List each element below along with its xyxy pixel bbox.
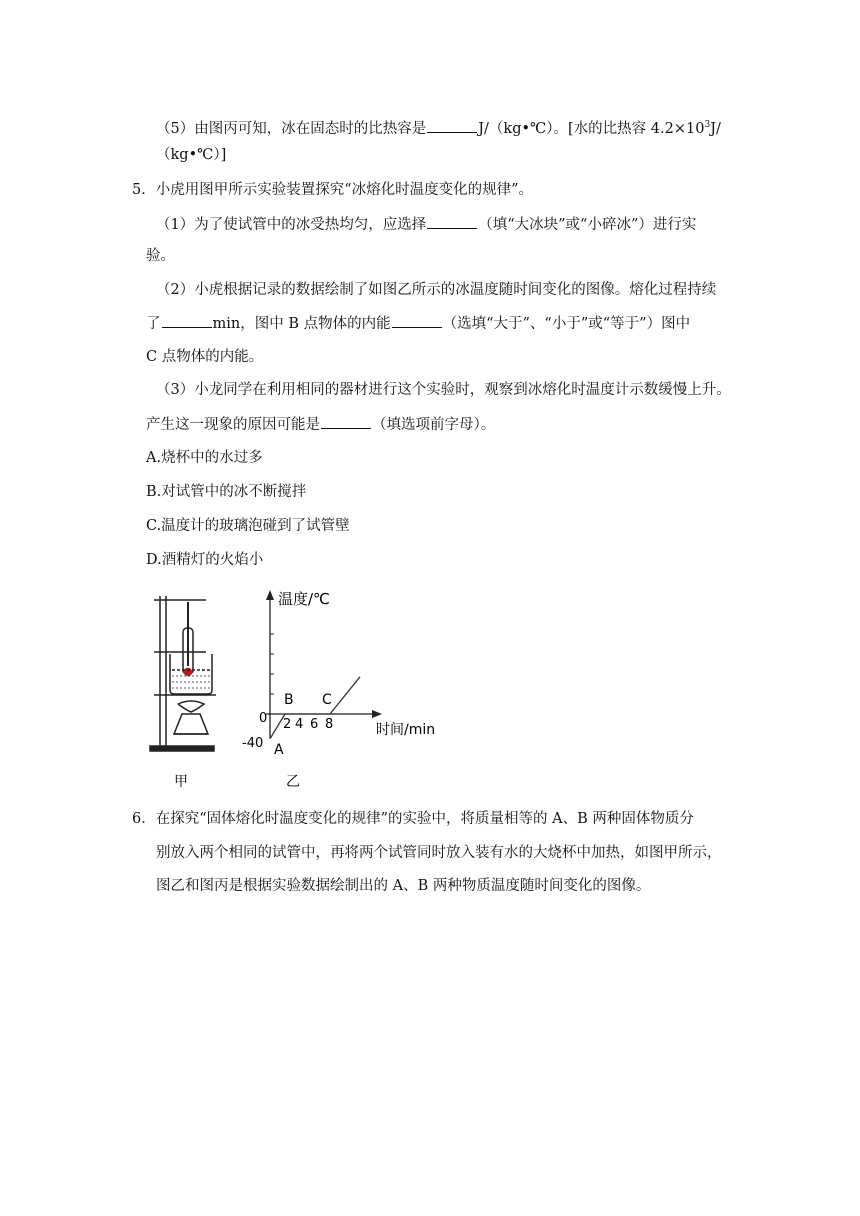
figure-label-jia: 甲: [174, 774, 188, 790]
answer-blank[interactable]: [162, 313, 212, 328]
answer-blank[interactable]: [427, 118, 477, 133]
point-a-label: A: [274, 742, 284, 758]
x-tick-label: 8: [325, 717, 334, 732]
option-d[interactable]: D.酒精灯的火焰小: [146, 552, 264, 568]
q5-part3-line1: （3）小龙同学在利用相同的器材进行这个实验时，观察到冰熔化时温度计示数缓慢上升。: [156, 382, 731, 398]
q6-line2: 别放入两个相同的试管中，再将两个试管同时放入装有水的大烧杯中加热，如图甲所示，: [156, 845, 722, 861]
q5-part2-text-b1: 了: [146, 316, 161, 332]
answer-blank[interactable]: [392, 313, 442, 328]
q5-part1-line1: [156, 214, 696, 235]
y-axis-arrow: [266, 590, 274, 600]
q5-part1-line2: 验。: [146, 248, 175, 264]
point-b-label: B: [284, 692, 294, 708]
point-c-label: C: [322, 692, 332, 708]
y-neg-label: -40: [242, 736, 264, 751]
q5-part3-line2: [146, 414, 495, 435]
q5-part1-text-a: （1）为了使试管中的冰受热均匀，应选择: [156, 217, 427, 233]
q5-part3-text-b2: （填选项前字母）。: [372, 417, 496, 433]
q6-line1: 6．在探究“固体熔化时温度变化的规律”的实验中，将质量相等的 A、B 两种固体物质分: [132, 811, 694, 827]
q5-part2-line1: （2）小虎根据记录的数据绘制了如图乙所示的冰温度随时间变化的图像。熔化过程持续: [156, 282, 717, 298]
q5-part2-line2: [146, 313, 690, 334]
q5-part2-text-b2: min，图中 B 点物体的内能: [212, 316, 391, 332]
q4-part5-text-b: J/（kg•℃）。[水的比热容 4.2×10: [478, 120, 705, 137]
option-c[interactable]: C.温度计的玻璃泡碰到了试管壁: [146, 518, 350, 534]
x-tick-label: 4: [295, 717, 304, 732]
alcohol-lamp: [174, 714, 208, 734]
x-axis-label: 时间/min: [376, 722, 436, 738]
figure-label-yi: 乙: [286, 774, 300, 790]
temperature-time-graph: [242, 590, 435, 758]
answer-blank[interactable]: [427, 214, 477, 229]
q4-part5-line2: （kg•℃）]: [156, 147, 227, 163]
x-tick-label: 2: [283, 717, 292, 732]
series-segment: [330, 677, 360, 714]
q4-part5-line1: [156, 115, 721, 139]
q4-part5-text-c: J/: [710, 120, 721, 137]
origin-label: 0: [259, 711, 268, 726]
option-a[interactable]: A.烧杯中的水过多: [146, 450, 263, 466]
q6-line3: 图乙和图丙是根据实验数据绘制出的 A、B 两种物质温度随时间变化的图像。: [156, 878, 651, 894]
q5-part2-line3: C 点物体的内能。: [146, 349, 264, 365]
q5-stem: 5．小虎用图甲所示实验装置探究“冰熔化时温度变化的规律”。: [132, 182, 534, 198]
apparatus-illustration: [150, 596, 216, 751]
flame: [178, 701, 204, 712]
q4-part5-text-a: （5）由图丙可知，冰在固态时的比热容是: [156, 120, 427, 137]
superscript: 3: [704, 120, 711, 130]
q5-part2-text-b3: （选填“大于”、“小于”或“等于”）图中: [442, 316, 691, 332]
answer-blank[interactable]: [321, 414, 371, 429]
stand-base: [150, 746, 214, 751]
x-axis-arrow: [372, 710, 382, 718]
q5-part3-text-b1: 产生这一现象的原因可能是: [146, 417, 320, 433]
q5-part1-text-b: （填“大冰块”或“小碎冰”）进行实: [478, 217, 697, 233]
y-axis-label: 温度/℃: [278, 590, 330, 608]
x-tick-label: 6: [310, 717, 319, 732]
option-b[interactable]: B.对试管中的冰不断搅拌: [146, 484, 307, 500]
figure-jia-yi: [146, 588, 466, 798]
